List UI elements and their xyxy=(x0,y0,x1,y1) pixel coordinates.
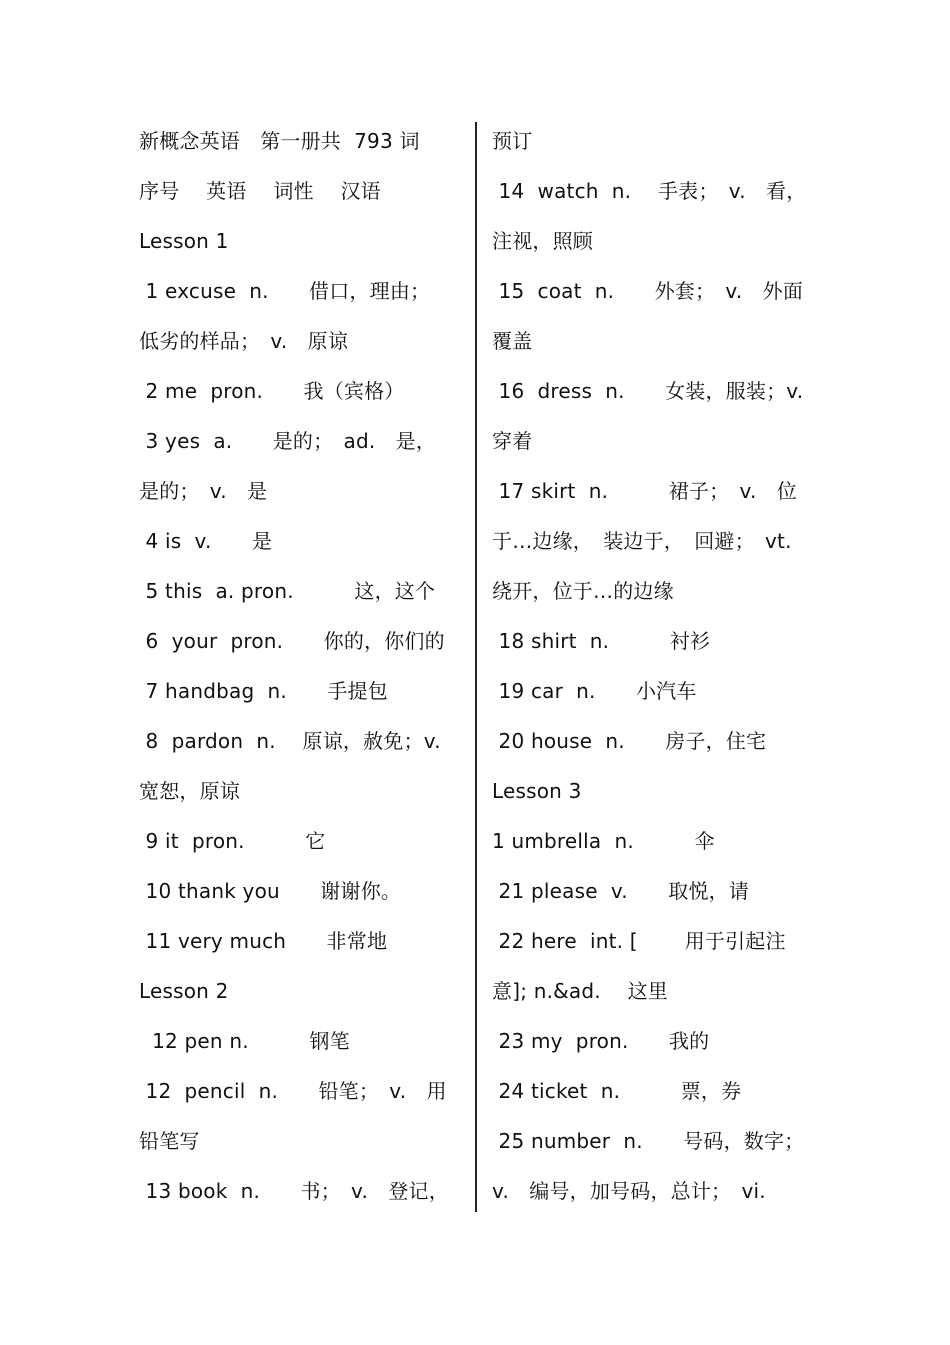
text-line: 12 pen n. 钢笔 xyxy=(139,1029,350,1053)
text-line: 23 my pron. 我的 xyxy=(492,1029,710,1053)
text-line: 13 book n. 书； v. 登记， xyxy=(139,1179,449,1203)
text-line: 绕开，位于…的边缘 xyxy=(492,579,674,603)
text-line: 意]; n.&ad. 这里 xyxy=(492,979,668,1003)
text-line: 11 very much 非常地 xyxy=(139,929,388,953)
text-line: 低劣的样品； v. 原谅 xyxy=(139,329,349,353)
text-line: 宽恕，原谅 xyxy=(139,779,240,803)
text-line: 2 me pron. 我（宾格） xyxy=(139,379,405,403)
text-line: 覆盖 xyxy=(492,329,533,353)
text-line: 序号 英语 词性 汉语 xyxy=(139,179,381,203)
text-line: 25 number n. 号码，数字； xyxy=(492,1129,805,1153)
left-column xyxy=(139,116,469,1216)
text-line: 是的； v. 是 xyxy=(139,479,268,503)
text-line: 18 shirt n. 衬衫 xyxy=(492,629,711,653)
text-line: 19 car n. 小汽车 xyxy=(492,679,697,703)
text-line: 14 watch n. 手表； v. 看， xyxy=(492,179,807,203)
text-line: 22 here int. [ 用于引起注 xyxy=(492,929,786,953)
text-line: 24 ticket n. 票，券 xyxy=(492,1079,742,1103)
text-line: 新概念英语 第一册共 793 词 xyxy=(139,129,420,153)
text-line: 10 thank you 谢谢你。 xyxy=(139,879,402,903)
text-line: Lesson 3 xyxy=(492,779,582,803)
text-line: 5 this a. pron. 这，这个 xyxy=(139,579,436,603)
text-line: 1 umbrella n. 伞 xyxy=(492,829,715,853)
text-line: 7 handbag n. 手提包 xyxy=(139,679,388,703)
text-line: 3 yes a. 是的； ad. 是， xyxy=(139,429,437,453)
text-line: 4 is v. 是 xyxy=(139,529,273,553)
text-line: 15 coat n. 外套； v. 外面 xyxy=(492,279,804,303)
text-line: 17 skirt n. 裙子； v. 位 xyxy=(492,479,797,503)
text-line: 于…边缘， 装边于， 回避； vt. xyxy=(492,529,792,553)
text-line: 注视，照顾 xyxy=(492,229,593,253)
text-line: 20 house n. 房子，住宅 xyxy=(492,729,767,753)
right-column xyxy=(492,116,822,1216)
text-line: v. 编号，加号码，总计； vi. xyxy=(492,1179,766,1203)
text-line: 16 dress n. 女装，服装；v. xyxy=(492,379,804,403)
text-line: 12 pencil n. 铅笔； v. 用 xyxy=(139,1079,447,1103)
text-line: 6 your pron. 你的，你们的 xyxy=(139,629,445,653)
text-line: 9 it pron. 它 xyxy=(139,829,326,853)
text-line: Lesson 1 xyxy=(139,229,229,253)
text-line: 预订 xyxy=(492,129,533,153)
column-divider xyxy=(475,122,477,1212)
text-line: 1 excuse n. 借口，理由； xyxy=(139,279,431,303)
text-line: 8 pardon n. 原谅，赦免；v. xyxy=(139,729,441,753)
text-line: 铅笔写 xyxy=(139,1129,200,1153)
text-line: 穿着 xyxy=(492,429,533,453)
text-line: Lesson 2 xyxy=(139,979,229,1003)
text-line: 21 please v. 取悦，请 xyxy=(492,879,750,903)
